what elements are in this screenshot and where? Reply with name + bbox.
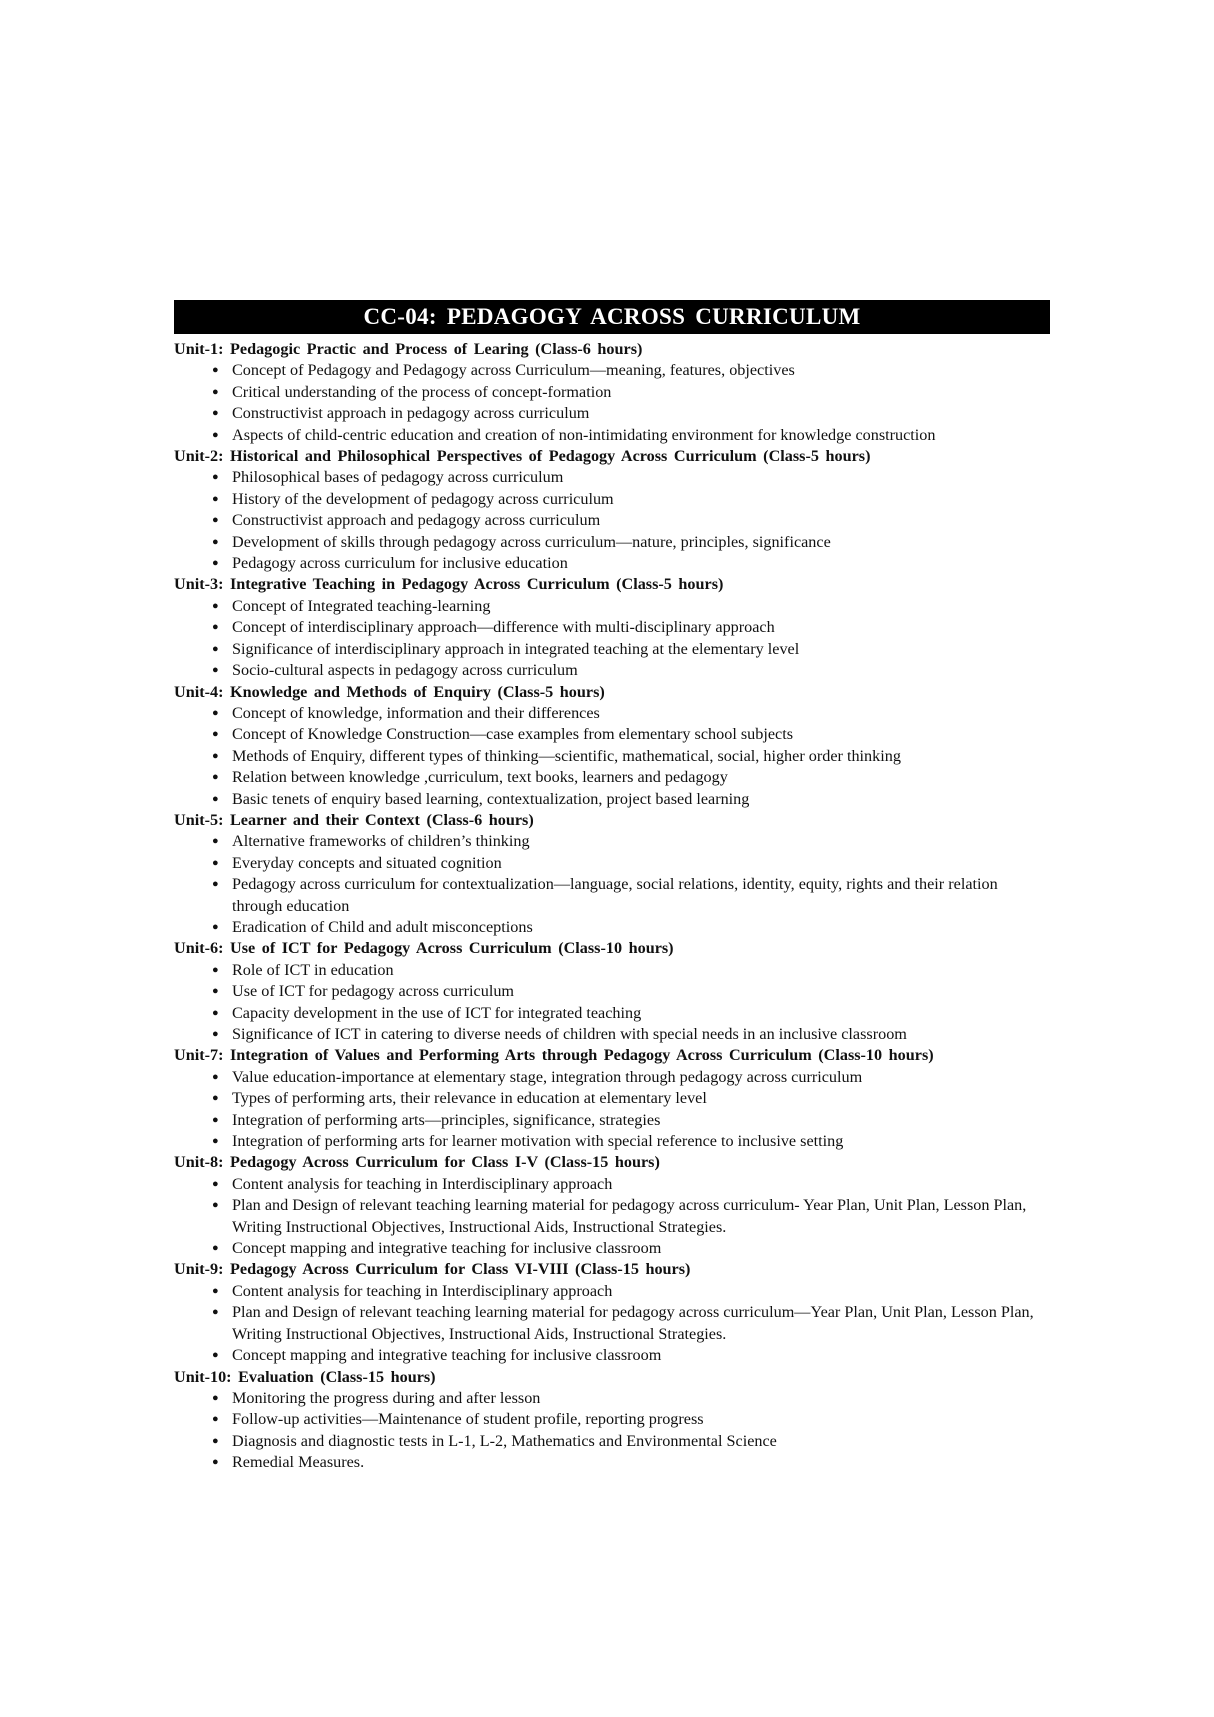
list-item bbox=[174, 639, 1050, 660]
list-item-text: Content analysis for teaching in Interdisciplinary approach bbox=[232, 1281, 613, 1300]
list-item-text: Concept of interdisciplinary approach—difference with multi-disciplinary approach bbox=[232, 618, 775, 637]
unit-heading: Unit-9: Pedagogy Across Curriculum for Class VI-VIII (Class-15 hours) bbox=[174, 1260, 691, 1279]
list-item bbox=[174, 1409, 1050, 1430]
list-item bbox=[174, 532, 1050, 553]
list-item-text: Monitoring the progress during and after lesson bbox=[232, 1388, 541, 1407]
list-item-text: Significance of ICT in catering to diverse needs of children with special needs in an inclusive classroom bbox=[232, 1025, 907, 1043]
list-item-text: Concept of Knowledge Construction—case examples from elementary school subjects bbox=[232, 725, 794, 744]
bullet-icon: ● bbox=[212, 621, 219, 634]
unit-item-list bbox=[174, 467, 1050, 574]
bullet-icon: ● bbox=[212, 514, 219, 527]
unit-item-list bbox=[174, 1281, 1050, 1367]
list-item-text: History of the development of pedagogy across curriculum bbox=[232, 489, 614, 508]
bullet-icon: ● bbox=[212, 599, 219, 612]
list-item-text: Philosophical bases of pedagogy across curriculum bbox=[232, 468, 564, 487]
bullet-icon: ● bbox=[212, 1306, 219, 1319]
unit-section-6 bbox=[174, 938, 1050, 1045]
list-item bbox=[174, 467, 1050, 488]
bullet-icon: ● bbox=[212, 1413, 219, 1426]
unit-section-8 bbox=[174, 1152, 1050, 1259]
unit-heading: Unit-5: Learner and their Context (Class-6 hours) bbox=[174, 810, 534, 829]
unit-section-9 bbox=[174, 1259, 1050, 1366]
list-item bbox=[174, 403, 1050, 424]
syllabus-page bbox=[174, 300, 1050, 1474]
bullet-icon: ● bbox=[212, 1070, 219, 1083]
list-item-text: Concept of knowledge, information and their differences bbox=[232, 703, 600, 722]
list-item-text: Critical understanding of the process of concept-formation bbox=[232, 382, 612, 401]
bullet-icon: ● bbox=[212, 985, 219, 998]
bullet-icon: ● bbox=[212, 1284, 219, 1297]
unit-section-1 bbox=[174, 339, 1050, 446]
unit-heading: Unit-3: Integrative Teaching in Pedagogy Across Curriculum (Class-5 hours) bbox=[174, 575, 724, 594]
list-item-text: Follow-up activities—Maintenance of student profile, reporting progress bbox=[232, 1410, 704, 1429]
bullet-icon: ● bbox=[212, 1177, 219, 1190]
list-item-text: Concept of Integrated teaching-learning bbox=[232, 596, 491, 615]
list-item bbox=[174, 1302, 1050, 1345]
list-item-text: Everyday concepts and situated cognition bbox=[232, 853, 502, 872]
bullet-icon: ● bbox=[212, 1135, 219, 1148]
list-item bbox=[174, 981, 1050, 1002]
list-item bbox=[174, 1195, 1050, 1238]
bullet-icon: ● bbox=[212, 492, 219, 505]
list-item-text: Plan and Design of relevant teaching learning material for pedagogy across curriculum- Year Plan, Unit Plan, Lesson Plan, Writing Instructional Objectives, Instructional Aids, Instructional Strategies. bbox=[232, 1196, 1027, 1236]
unit-section-3 bbox=[174, 574, 1050, 681]
bullet-icon: ● bbox=[212, 792, 219, 805]
list-item bbox=[174, 703, 1050, 724]
list-item bbox=[174, 1345, 1050, 1366]
list-item bbox=[174, 874, 1050, 917]
list-item bbox=[174, 1281, 1050, 1302]
bullet-icon: ● bbox=[212, 642, 219, 655]
list-item bbox=[174, 1024, 1050, 1045]
unit-section-10 bbox=[174, 1367, 1050, 1474]
bullet-icon: ● bbox=[212, 557, 219, 570]
unit-heading: Unit-8: Pedagogy Across Curriculum for Class I-V (Class-15 hours) bbox=[174, 1153, 660, 1172]
bullet-icon: ● bbox=[212, 1113, 219, 1126]
bullet-icon: ● bbox=[212, 407, 219, 420]
list-item bbox=[174, 1067, 1050, 1088]
list-item bbox=[174, 789, 1050, 810]
list-item bbox=[174, 1238, 1050, 1259]
list-item-text: Concept mapping and integrative teaching for inclusive classroom bbox=[232, 1346, 662, 1365]
list-item bbox=[174, 724, 1050, 745]
bullet-icon: ● bbox=[212, 664, 219, 677]
list-item-text: Constructivist approach and pedagogy across curriculum bbox=[232, 511, 601, 530]
bullet-icon: ● bbox=[212, 471, 219, 484]
unit-item-list bbox=[174, 1388, 1050, 1474]
bullet-icon: ● bbox=[212, 1006, 219, 1019]
bullet-icon: ● bbox=[212, 535, 219, 548]
list-item-text: Role of ICT in education bbox=[232, 960, 394, 979]
unit-item-list bbox=[174, 596, 1050, 682]
bullet-icon: ● bbox=[212, 1092, 219, 1105]
list-item-text: Significance of interdisciplinary approach in integrated teaching at the elementary level bbox=[232, 639, 800, 658]
unit-section-7 bbox=[174, 1045, 1050, 1152]
list-item-text: Use of ICT for pedagogy across curriculum bbox=[232, 982, 515, 1001]
bullet-icon: ● bbox=[212, 728, 219, 741]
bullet-icon: ● bbox=[212, 1391, 219, 1404]
list-item-text: Alternative frameworks of children’s thinking bbox=[232, 832, 530, 851]
list-item bbox=[174, 1388, 1050, 1409]
list-item-text: Content analysis for teaching in Interdisciplinary approach bbox=[232, 1174, 613, 1193]
list-item bbox=[174, 1131, 1050, 1152]
list-item bbox=[174, 767, 1050, 788]
unit-item-list bbox=[174, 1174, 1050, 1260]
list-item-text: Constructivist approach in pedagogy across curriculum bbox=[232, 404, 590, 423]
units-container bbox=[174, 339, 1050, 1474]
bullet-icon: ● bbox=[212, 1199, 219, 1212]
list-item-text: Plan and Design of relevant teaching learning material for pedagogy across curriculum—Year Plan, Unit Plan, Lesson Plan, Writing Instructional Objectives, Instructional Aids, Instructional Strategies. bbox=[232, 1303, 1034, 1343]
list-item-text: Remedial Measures. bbox=[232, 1453, 365, 1472]
bullet-icon: ● bbox=[212, 835, 219, 848]
list-item-text: Socio-cultural aspects in pedagogy across curriculum bbox=[232, 661, 578, 680]
bullet-icon: ● bbox=[212, 706, 219, 719]
list-item bbox=[174, 853, 1050, 874]
unit-heading: Unit-6: Use of ICT for Pedagogy Across Curriculum (Class-10 hours) bbox=[174, 939, 674, 958]
list-item-text: Integration of performing arts for learner motivation with special reference to inclusive setting bbox=[232, 1132, 844, 1151]
unit-section-4 bbox=[174, 682, 1050, 810]
bullet-icon: ● bbox=[212, 1349, 219, 1362]
list-item bbox=[174, 1452, 1050, 1473]
list-item-text: Development of skills through pedagogy across curriculum—nature, principles, significance bbox=[232, 532, 831, 551]
list-item bbox=[174, 746, 1050, 767]
bullet-icon: ● bbox=[212, 856, 219, 869]
list-item-text: Concept of Pedagogy and Pedagogy across Curriculum—meaning, features, objectives bbox=[232, 361, 795, 380]
unit-heading: Unit-10: Evaluation (Class-15 hours) bbox=[174, 1367, 436, 1386]
unit-heading: Unit-7: Integration of Values and Performing Arts through Pedagogy Across Curriculum (Class-10 hours) bbox=[174, 1046, 934, 1065]
list-item bbox=[174, 510, 1050, 531]
list-item-text: Pedagogy across curriculum for contextualization—language, social relations, identity, equity, rights and their relation through education bbox=[232, 875, 998, 915]
list-item-text: Concept mapping and integrative teaching for inclusive classroom bbox=[232, 1239, 662, 1258]
bullet-icon: ● bbox=[212, 1456, 219, 1469]
list-item-text: Capacity development in the use of ICT for integrated teaching bbox=[232, 1003, 642, 1022]
list-item bbox=[174, 382, 1050, 403]
bullet-icon: ● bbox=[212, 385, 219, 398]
bullet-icon: ● bbox=[212, 1242, 219, 1255]
list-item-text: Diagnosis and diagnostic tests in L-1, L-2, Mathematics and Environmental Science bbox=[232, 1431, 777, 1450]
unit-heading: Unit-1: Pedagogic Practic and Process of Learing (Class-6 hours) bbox=[174, 340, 643, 358]
list-item bbox=[174, 1003, 1050, 1024]
list-item-text: Types of performing arts, their relevance in education at elementary level bbox=[232, 1089, 707, 1108]
list-item bbox=[174, 660, 1050, 681]
unit-section-5 bbox=[174, 810, 1050, 938]
unit-item-list bbox=[174, 1067, 1050, 1153]
bullet-icon: ● bbox=[212, 920, 219, 933]
bullet-icon: ● bbox=[212, 428, 219, 441]
list-item-text: Basic tenets of enquiry based learning, contextualization, project based learning bbox=[232, 789, 750, 808]
list-item-text: Aspects of child-centric education and creation of non-intimidating environment for knowledge construction bbox=[232, 425, 936, 444]
bullet-icon: ● bbox=[212, 1028, 219, 1040]
list-item bbox=[174, 553, 1050, 574]
unit-heading: Unit-2: Historical and Philosophical Perspectives of Pedagogy Across Curriculum (Class-5 hours) bbox=[174, 447, 871, 466]
unit-heading: Unit-4: Knowledge and Methods of Enquiry (Class-5 hours) bbox=[174, 682, 605, 701]
list-item bbox=[174, 960, 1050, 981]
list-item-text: Methods of Enquiry, different types of thinking—scientific, mathematical, social, higher order thinking bbox=[232, 746, 901, 765]
list-item-text: Eradication of Child and adult misconceptions bbox=[232, 917, 533, 936]
list-item bbox=[174, 617, 1050, 638]
list-item bbox=[174, 425, 1050, 446]
bullet-icon: ● bbox=[212, 364, 219, 377]
list-item bbox=[174, 917, 1050, 938]
list-item bbox=[174, 1110, 1050, 1131]
list-item bbox=[174, 831, 1050, 852]
unit-section-2 bbox=[174, 446, 1050, 574]
unit-item-list bbox=[174, 960, 1050, 1046]
bullet-icon: ● bbox=[212, 771, 219, 784]
list-item bbox=[174, 360, 1050, 381]
bullet-icon: ● bbox=[212, 749, 219, 762]
list-item bbox=[174, 1088, 1050, 1109]
list-item-text: Pedagogy across curriculum for inclusive education bbox=[232, 554, 568, 573]
list-item-text: Value education-importance at elementary stage, integration through pedagogy across curriculum bbox=[232, 1067, 863, 1086]
unit-item-list bbox=[174, 703, 1050, 810]
list-item bbox=[174, 1431, 1050, 1452]
unit-item-list bbox=[174, 831, 1050, 938]
bullet-icon: ● bbox=[212, 1434, 219, 1447]
list-item bbox=[174, 489, 1050, 510]
bullet-icon: ● bbox=[212, 963, 219, 976]
list-item bbox=[174, 596, 1050, 617]
page-title: CC-04: PEDAGOGY ACROSS CURRICULUM bbox=[174, 300, 1050, 334]
list-item-text: Relation between knowledge ,curriculum, text books, learners and pedagogy bbox=[232, 768, 728, 787]
list-item bbox=[174, 1174, 1050, 1195]
unit-item-list bbox=[174, 360, 1050, 446]
list-item-text: Integration of performing arts—principles, significance, strategies bbox=[232, 1110, 661, 1129]
bullet-icon: ● bbox=[212, 878, 219, 891]
